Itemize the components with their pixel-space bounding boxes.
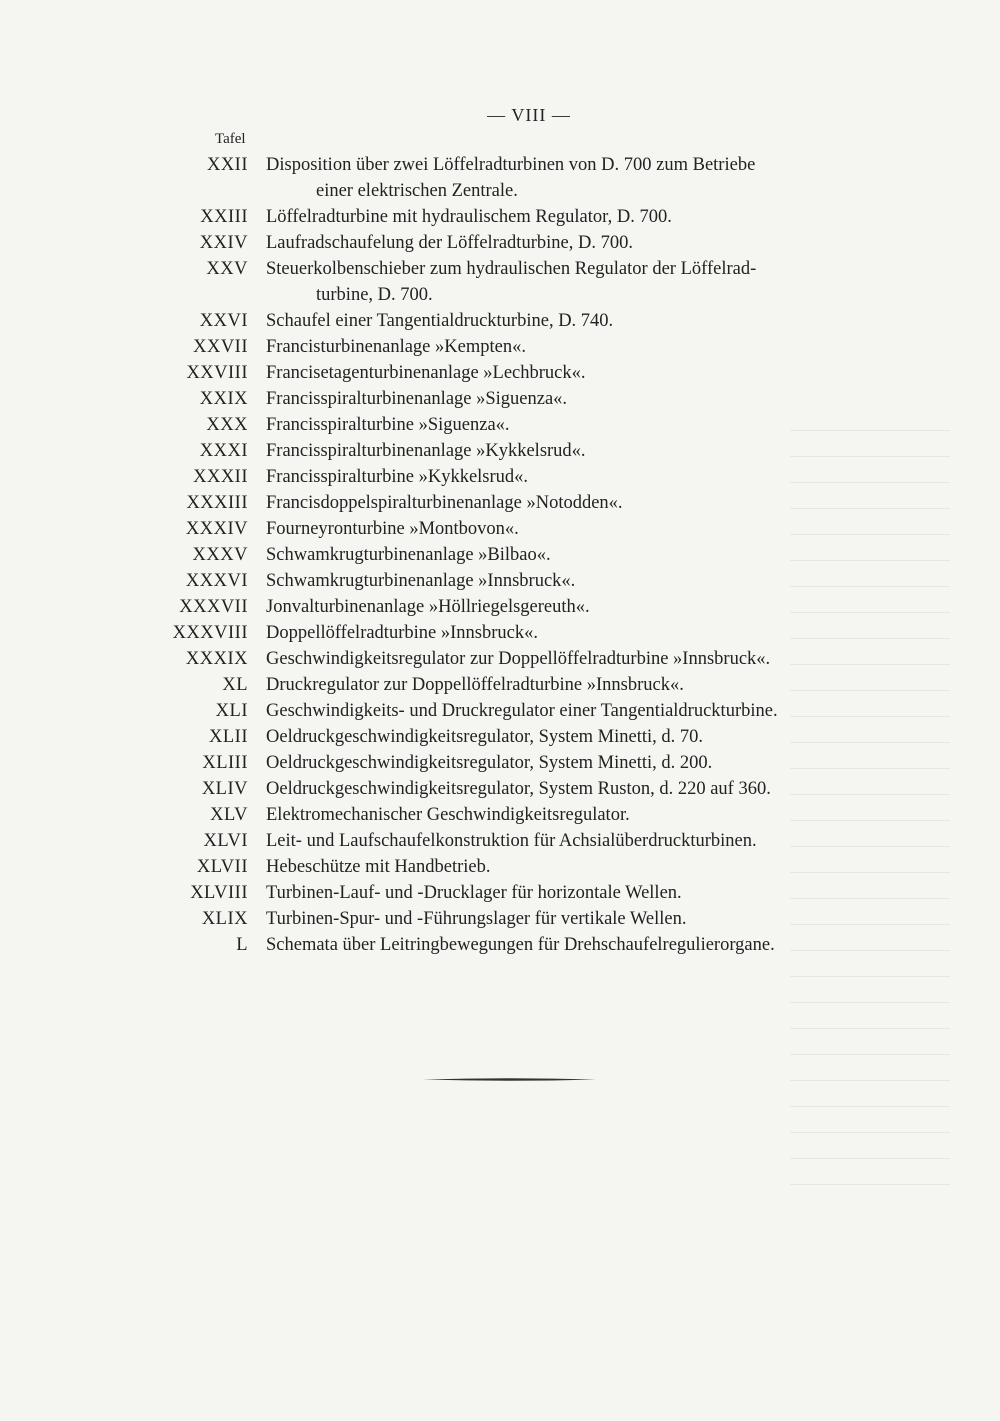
plate-list [0, 152, 1000, 958]
plate-title-continuation: einer elektrischen Zentrale. [316, 181, 518, 201]
column-label-tafel: Tafel [215, 131, 246, 147]
plate-number: XXX [206, 415, 248, 435]
plate-title-line: Oeldruckgeschwindigkeitsregulator, System Minetti, d. 70. [266, 727, 704, 747]
plate-title-line: Francisdoppelspiralturbinenanlage »Notodden«. [266, 493, 623, 513]
plate-number: XXVII [193, 337, 248, 357]
plate-title [266, 776, 893, 802]
plate-entry [0, 880, 1000, 906]
plate-entry [0, 698, 1000, 724]
plate-entry [0, 906, 1000, 932]
plate-title [266, 724, 893, 750]
plate-number: XXXIII [186, 493, 248, 513]
plate-title-line: Turbinen-Lauf- und -Drucklager für horizontale Wellen. [266, 883, 682, 903]
plate-entry [0, 204, 1000, 230]
plate-title-line: Druckregulator zur Doppellöffelradturbine »Innsbruck«. [266, 675, 684, 695]
plate-number: XLVI [203, 831, 248, 851]
plate-entry [0, 672, 1000, 698]
plate-entry [0, 620, 1000, 646]
plate-number: XXIII [200, 207, 248, 227]
plate-title-line: Schwamkrugturbinenanlage »Bilbao«. [266, 545, 551, 565]
plate-number: XXXVI [185, 571, 248, 591]
plate-title-line: Löffelradturbine mit hydraulischem Regulator, D. 700. [266, 207, 672, 227]
plate-number: XXVIII [186, 363, 248, 383]
plate-number: XXXI [199, 441, 248, 461]
plate-entry [0, 412, 1000, 438]
plate-number: XXXVIII [172, 623, 248, 643]
plate-entry [0, 854, 1000, 880]
plate-number: XLI [215, 701, 248, 721]
plate-title-line: Leit- und Laufschaufelkonstruktion für Achsialüberdruckturbinen. [266, 831, 757, 851]
plate-title-continuation: turbine, D. 700. [316, 285, 433, 305]
plate-title [266, 542, 893, 568]
plate-title-line: Fourneyronturbine »Montbovon«. [266, 519, 519, 539]
plate-entry [0, 438, 1000, 464]
plate-title [266, 672, 893, 698]
plate-entry [0, 802, 1000, 828]
plate-number: XLVII [196, 857, 248, 877]
plate-entry [0, 308, 1000, 334]
plate-entry [0, 464, 1000, 490]
plate-entry [0, 334, 1000, 360]
plate-title [266, 854, 893, 880]
plate-title-line: Doppellöffelradturbine »Innsbruck«. [266, 623, 538, 643]
plate-title [266, 594, 893, 620]
plate-title [266, 308, 893, 334]
plate-entry [0, 542, 1000, 568]
plate-title [266, 152, 893, 204]
plate-entry [0, 724, 1000, 750]
plate-title [266, 334, 893, 360]
plate-entry [0, 932, 1000, 958]
plate-title [266, 412, 893, 438]
plate-number: XLV [210, 805, 248, 825]
plate-number: XXVI [199, 311, 248, 331]
plate-number: XLIII [202, 753, 248, 773]
plate-entry [0, 230, 1000, 256]
plate-title [266, 438, 893, 464]
plate-number: L [236, 935, 248, 955]
plate-title-line: Schaufel einer Tangentialdruckturbine, D. 740. [266, 311, 614, 331]
plate-number: XXXVII [179, 597, 248, 617]
plate-title-line: Francisspiralturbinenanlage »Kykkelsrud«. [266, 441, 586, 461]
plate-title-line: Francisspiralturbine »Siguenza«. [266, 415, 510, 435]
plate-number: XXXIV [185, 519, 248, 539]
plate-entry [0, 568, 1000, 594]
plate-title [266, 568, 893, 594]
plate-entry [0, 360, 1000, 386]
plate-title-line: Francisspiralturbine »Kykkelsrud«. [266, 467, 529, 487]
plate-title [266, 464, 893, 490]
plate-title-line: Steuerkolbenschieber zum hydraulischen Regulator der Löffelrad- [266, 259, 757, 279]
plate-title-line: Francisetagenturbinenanlage »Lechbruck«. [266, 363, 586, 383]
plate-title [266, 386, 893, 412]
plate-number: XXII [206, 155, 248, 175]
plate-entry [0, 828, 1000, 854]
plate-entry [0, 516, 1000, 542]
plate-entry [0, 386, 1000, 412]
plate-title [266, 516, 893, 542]
plate-title [266, 802, 893, 828]
plate-title [266, 906, 893, 932]
plate-entry [0, 594, 1000, 620]
plate-number: XL [222, 675, 248, 695]
plate-title-line: Disposition über zwei Löffelradturbinen von D. 700 zum Betriebe [266, 155, 756, 175]
plate-title [266, 204, 893, 230]
plate-entry [0, 256, 1000, 308]
plate-title-line: Elektromechanischer Geschwindigkeitsregulator. [266, 805, 630, 825]
plate-number: XXV [206, 259, 248, 279]
plate-number: XXIX [199, 389, 248, 409]
plate-number: XXXV [192, 545, 248, 565]
plate-title-line: Hebeschütze mit Handbetrieb. [266, 857, 491, 877]
end-divider-rule [423, 1077, 596, 1082]
plate-title-line: Oeldruckgeschwindigkeitsregulator, System Ruston, d. 220 auf 360. [266, 779, 771, 799]
plate-title-line: Geschwindigkeitsregulator zur Doppellöffelradturbine »Innsbruck«. [266, 649, 771, 669]
plate-title [266, 256, 893, 308]
plate-title-line: Francisturbinenanlage »Kempten«. [266, 337, 526, 357]
plate-number: XXXIX [185, 649, 248, 669]
plate-title [266, 880, 893, 906]
plate-entry [0, 152, 1000, 204]
plate-number: XLIV [201, 779, 248, 799]
plate-title-line: Francisspiralturbinenanlage »Siguenza«. [266, 389, 568, 409]
plate-title-line: Schemata über Leitringbewegungen für Drehschaufelregulierorgane. [266, 935, 775, 955]
plate-title [266, 698, 893, 724]
plate-title-line: Laufradschaufelung der Löffelradturbine, D. 700. [266, 233, 633, 253]
plate-title [266, 932, 893, 958]
plate-number: XLIX [201, 909, 248, 929]
plate-title [266, 360, 893, 386]
page-number: — VIII — [487, 105, 571, 125]
plate-title-line: Geschwindigkeits- und Druckregulator einer Tangentialdruckturbine. [266, 701, 778, 721]
plate-title [266, 490, 893, 516]
plate-entry [0, 776, 1000, 802]
plate-title [266, 646, 893, 672]
plate-entry [0, 646, 1000, 672]
plate-entry [0, 750, 1000, 776]
plate-title-line: Schwamkrugturbinenanlage »Innsbruck«. [266, 571, 576, 591]
plate-title [266, 620, 893, 646]
plate-title [266, 230, 893, 256]
plate-number: XLVIII [190, 883, 248, 903]
plate-entry [0, 490, 1000, 516]
plate-title-line: Turbinen-Spur- und -Führungslager für vertikale Wellen. [266, 909, 687, 929]
plate-number: XXIV [199, 233, 248, 253]
plate-number: XXXII [193, 467, 248, 487]
plate-title [266, 750, 893, 776]
plate-title [266, 828, 893, 854]
plate-number: XLII [209, 727, 248, 747]
plate-title-line: Oeldruckgeschwindigkeitsregulator, System Minetti, d. 200. [266, 753, 713, 773]
plate-title-line: Jonvalturbinenanlage »Höllriegelsgereuth«. [266, 597, 590, 617]
